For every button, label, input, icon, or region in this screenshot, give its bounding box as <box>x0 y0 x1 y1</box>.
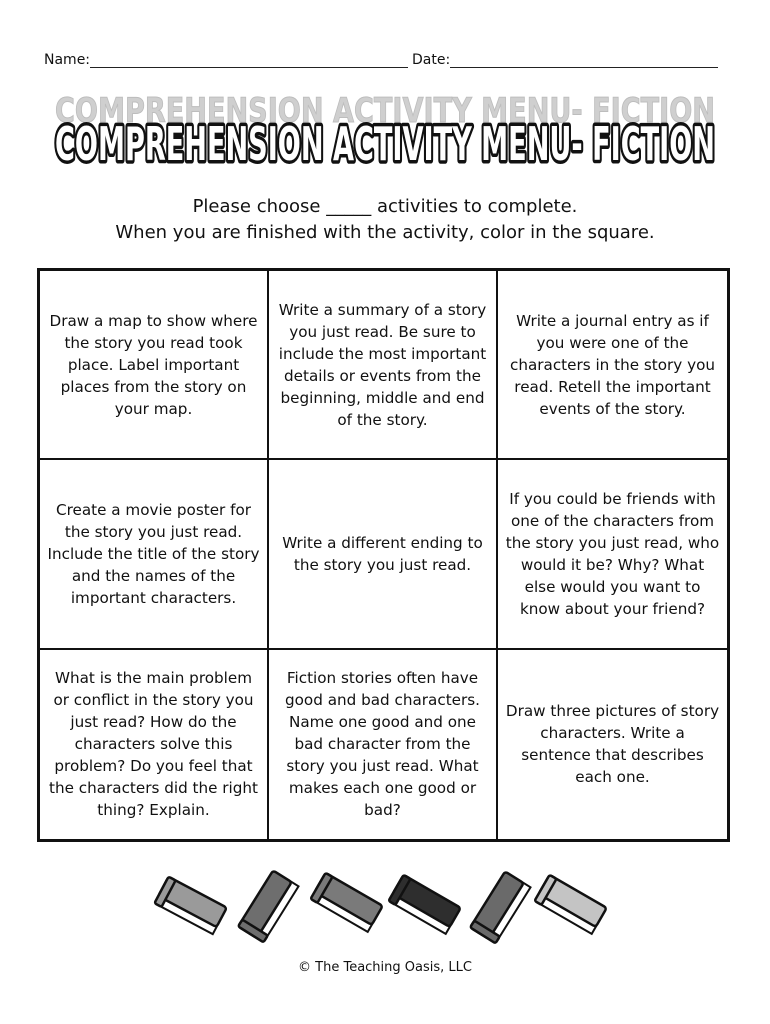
book-icon <box>389 875 461 934</box>
book-icon <box>535 875 607 934</box>
books-graphic <box>150 860 620 950</box>
name-date-row <box>44 46 724 68</box>
book-icon <box>154 877 226 934</box>
book-icon <box>470 871 530 943</box>
activity-square[interactable]: Write a journal entry as if you were one of the characters in the story you read. Retell the important events of the story. <box>498 271 727 460</box>
svg-text:COMPREHENSION ACTIVITY MENU- F: COMPREHENSION ACTIVITY MENU- FICTION <box>55 91 715 131</box>
name-label: Name: <box>44 52 91 68</box>
activity-square[interactable]: If you could be friends with one of the characters from the story you just read, who would it be? Why? What else would you want to know about your friend? <box>498 460 727 649</box>
activity-square[interactable]: Fiction stories often have good and bad characters. Name one good and one bad character from the story you just read. What makes each one good or bad? <box>269 650 498 839</box>
instruction-line-2: When you are finished with the activity, color in the square. <box>115 222 655 243</box>
book-icon <box>311 873 383 932</box>
page-title <box>40 88 730 178</box>
activity-square[interactable]: What is the main problem or conflict in the story you just read? How do the characters solve this problem? Do you feel that the characters did the right thing? Explain. <box>40 650 269 839</box>
activity-menu-grid <box>37 268 730 842</box>
activity-square[interactable]: Draw three pictures of story characters. Write a sentence that describes each one. <box>505 702 720 787</box>
title-graphic <box>40 88 730 178</box>
activity-square[interactable]: Draw a map to show where the story you read took place. Label important places from the story on your map. <box>40 271 269 460</box>
copyright: © The Teaching Oasis, LLC <box>298 960 472 975</box>
date-line[interactable] <box>450 53 718 68</box>
activity-square[interactable]: Create a movie poster for the story you just read. Include the title of the story and the names of the important characters. <box>40 460 269 649</box>
activity-square[interactable]: Write a summary of a story you just read. Be sure to include the most important details or events from the beginning, middle and end of the story. <box>269 271 498 460</box>
instructions <box>0 194 770 246</box>
name-line[interactable] <box>90 53 408 68</box>
title-text: COMPREHENSION ACTIVITY MENU- FICTION <box>55 117 715 171</box>
instruction-line-1: Please choose _____ activities to complete. <box>192 196 578 217</box>
activity-square[interactable]: Write a different ending to the story you just read. <box>269 460 498 649</box>
book-decoration <box>150 860 620 950</box>
book-icon <box>238 870 298 942</box>
date-label: Date: <box>412 52 451 68</box>
